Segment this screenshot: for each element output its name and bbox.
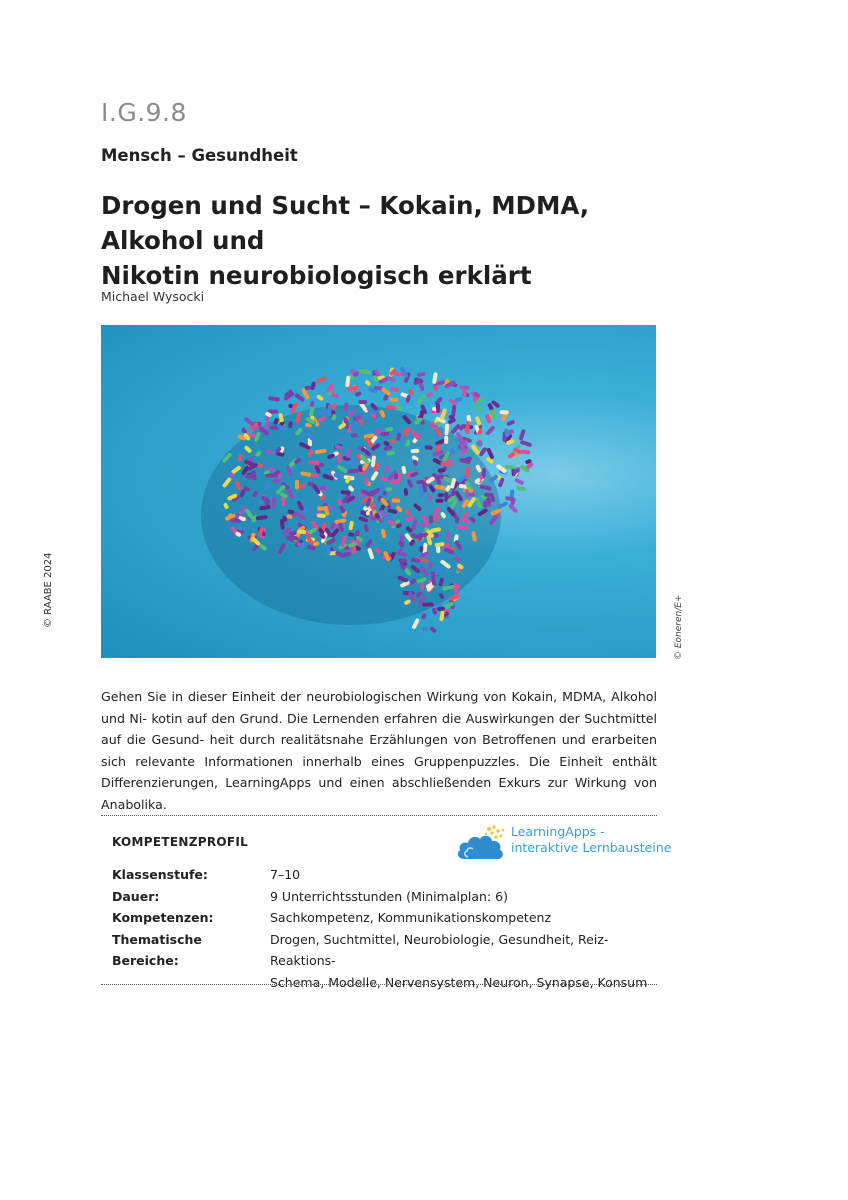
pill-shape xyxy=(429,515,433,523)
pill-shape xyxy=(478,447,487,457)
brain-made-of-pills-icon xyxy=(101,325,656,658)
hero-image xyxy=(101,325,656,658)
learningapps-logo xyxy=(456,823,672,867)
pill-shape xyxy=(519,429,526,441)
pill-shape xyxy=(386,487,392,491)
pill-shape xyxy=(440,462,449,466)
pill-shape xyxy=(386,405,396,409)
row-value-line: Drogen, Suchtmittel, Neurobiologie, Gesundheit, Reiz-Reaktions- xyxy=(270,931,609,968)
row-label: Thematische Bereiche: xyxy=(112,931,202,968)
intro-line: kotin auf den Grund. Die Lernenden erfahren die Auswirkungen der Suchtmittel auf die Gesund- xyxy=(101,710,657,747)
pill-shape xyxy=(438,493,445,497)
pill-shape xyxy=(390,386,399,392)
intro-line: innerhalb eines Gruppenpuzzles. Die Einheit enthält Differenzierungen, LearningApps und einen xyxy=(101,753,657,790)
logo-line-2: interaktive Lernbausteine xyxy=(511,839,672,855)
pill-shape xyxy=(444,436,448,444)
row-value: Sachkompetenz, Kommunikationskompetenz xyxy=(270,910,551,925)
divider-bottom xyxy=(101,984,657,985)
pill-shape xyxy=(446,531,451,541)
pill-shape xyxy=(439,610,445,621)
intro-line: abschließenden Exkurs zur Wirkung von Anabolika. xyxy=(101,775,657,812)
pill-shape xyxy=(389,398,398,402)
pill-shape xyxy=(521,449,531,454)
pill-shape xyxy=(326,544,330,555)
pill-shape xyxy=(297,530,306,534)
kompetenzprofil-heading: KOMPETENZPROFIL xyxy=(112,835,249,849)
row-label: Klassenstufe: xyxy=(112,867,208,882)
learningapps-text xyxy=(511,824,671,855)
pill-shape xyxy=(436,403,440,413)
pill-shape xyxy=(392,498,401,502)
cloud-icon xyxy=(456,823,512,867)
profile-row xyxy=(112,907,657,929)
photo-credit: © Eoneren/E+ xyxy=(674,594,684,660)
pill-shape xyxy=(411,618,420,630)
intro-line: Gehen Sie in dieser Einheit der neurobiologischen Wirkung von Kokain, MDMA, Alkohol und Ni- xyxy=(101,689,657,726)
pill-shape xyxy=(310,381,316,390)
pill-shape xyxy=(317,507,327,511)
pill-shape xyxy=(327,405,331,417)
pill-shape xyxy=(358,400,367,404)
document-title xyxy=(101,188,661,293)
author-name: Michael Wysocki xyxy=(101,289,205,304)
pill-shape xyxy=(354,391,362,397)
unit-code: I.G.9.8 xyxy=(101,98,187,127)
intro-paragraph xyxy=(101,686,657,815)
pill-shape xyxy=(422,626,429,631)
profile-row xyxy=(112,864,657,886)
pill-shape xyxy=(316,394,324,401)
title-line-1: Drogen und Sucht – Kokain, MDMA, Alkohol und xyxy=(101,191,590,255)
pill-shape xyxy=(316,376,327,383)
pill-shape xyxy=(421,613,426,620)
row-label: Kompetenzen: xyxy=(112,910,214,925)
pill-shape xyxy=(454,397,463,402)
pill-shape xyxy=(475,416,482,426)
pill-shape xyxy=(505,465,515,469)
pill-shape xyxy=(272,497,276,509)
pill-shape xyxy=(341,490,351,495)
row-label: Dauer: xyxy=(112,888,160,904)
pill-shape xyxy=(516,486,526,491)
pill-shape xyxy=(411,449,420,453)
pill-shape xyxy=(435,499,443,503)
pill-shape xyxy=(484,493,493,497)
copyright-notice: © RAABE 2024 xyxy=(43,552,54,628)
pill-shape xyxy=(359,369,371,375)
pill-shape xyxy=(500,410,509,414)
divider-top xyxy=(101,815,657,816)
intro-line: heit durch realitätsnahe Erzählungen von Betroffenen und erarbeiten sich relevante Informationen xyxy=(101,732,657,769)
pill-shape xyxy=(311,473,319,477)
row-value: 7–10 xyxy=(270,867,301,882)
pill-shape xyxy=(268,396,280,402)
pill-shape xyxy=(422,602,434,606)
pill-shape xyxy=(345,375,350,387)
pill-shape xyxy=(426,392,434,398)
pill-shape xyxy=(444,492,448,499)
pill-shape xyxy=(400,559,407,563)
pill-shape xyxy=(451,405,456,417)
title-line-2: Nikotin neurobiologisch erklärt xyxy=(101,261,532,290)
pill-shape xyxy=(514,478,524,486)
kompetenzprofil-table xyxy=(112,864,657,993)
pill-shape xyxy=(265,498,269,506)
pill-shape xyxy=(506,419,515,426)
pill-shape xyxy=(364,379,371,386)
row-value: 9 Unterrichtsstunden (Minimalplan: 6) xyxy=(270,888,508,904)
subject-heading: Mensch – Gesundheit xyxy=(101,146,298,165)
pill-shape xyxy=(417,372,426,377)
pill-shape xyxy=(244,416,255,426)
pill-shape xyxy=(408,389,415,396)
pill-shape xyxy=(416,394,426,405)
profile-row xyxy=(112,886,657,908)
pill-shape xyxy=(418,382,425,391)
row-value-line: Schema, Modelle, Nervensystem, Neuron, Synapse, Konsum xyxy=(270,974,648,990)
pill-shape xyxy=(309,400,315,407)
logo-line-1: LearningApps - xyxy=(511,824,605,839)
pill-shape xyxy=(485,425,496,436)
pill-shape xyxy=(520,440,533,448)
pill-shape xyxy=(437,468,445,473)
pill-shape xyxy=(465,489,469,497)
pill-shape xyxy=(317,513,326,518)
pill-shape xyxy=(473,404,483,412)
pill-shape xyxy=(295,480,299,490)
pill-shape xyxy=(419,410,424,418)
pill-shape xyxy=(429,626,437,634)
